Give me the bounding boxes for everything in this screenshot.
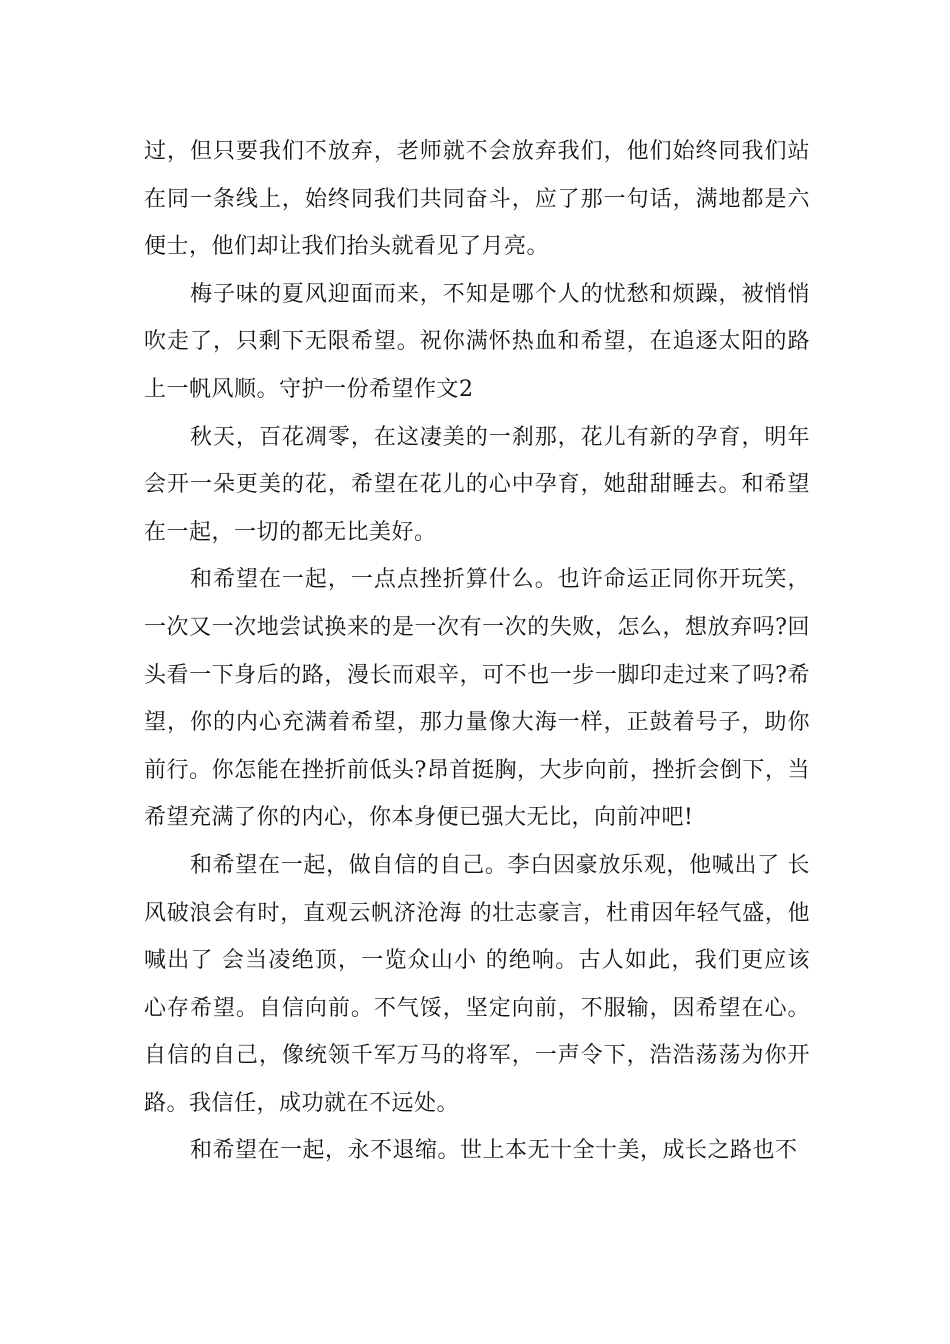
article-body — [144, 128, 810, 1175]
paragraph-1: 过，但只要我们不放弃，老师就不会放弃我们，他们始终同我们站在同一条线上，始终同我们共同奋斗，应了那一句话，满地都是六便士，他们却让我们抬头就看见了月亮。 — [144, 139, 810, 260]
paragraph-4: 和希望在一起，一点点挫折算什么。也许命运正同你开玩笑，一次又一次地尝试换来的是一次有一次的失败，怎么，想放弃吗?回头看一下身后的路，漫长而艰辛，可不也一步一脚印走过来了吗?希望，你的内心充满着希望，那力量像大海一样，正鼓着号子，助你前行。你怎能在挫折前低头?昂首挺胸，大步向前，挫折会倒下，当希望充满了你的内心，你本身便已强大无比，向前冲吧! — [144, 567, 810, 831]
paragraph-3: 秋天，百花凋零，在这凄美的一刹那，花儿有新的孕育，明年会开一朵更美的花，希望在花儿的心中孕育，她甜甜睡去。和希望在一起，一切的都无比美好。 — [144, 424, 810, 545]
paragraph-2: 梅子味的夏风迎面而来，不知是哪个人的忧愁和烦躁，被悄悄吹走了，只剩下无限希望。祝你满怀热血和希望，在追逐太阳的路上一帆风顺。守护一份希望作文2 — [144, 281, 810, 402]
paragraph-5: 和希望在一起，做自信的自己。李白因豪放乐观，他喊出了 长风破浪会有时，直观云帆济沧海 的壮志豪言，杜甫因年轻气盛，他喊出了 会当凌绝顶，一览众山小 的绝响。古人如此，我们更应该心存希望。自信向前。不气馁，坚定向前，不服输，因希望在心。自信的自己，像统领千军万马的将军，一声令下，浩浩荡荡为你开路。我信任，成功就在不远处。 — [144, 852, 810, 1116]
paragraph-6: 和希望在一起，永不退缩。世上本无十全十美，成长之路也不 — [190, 1138, 798, 1164]
